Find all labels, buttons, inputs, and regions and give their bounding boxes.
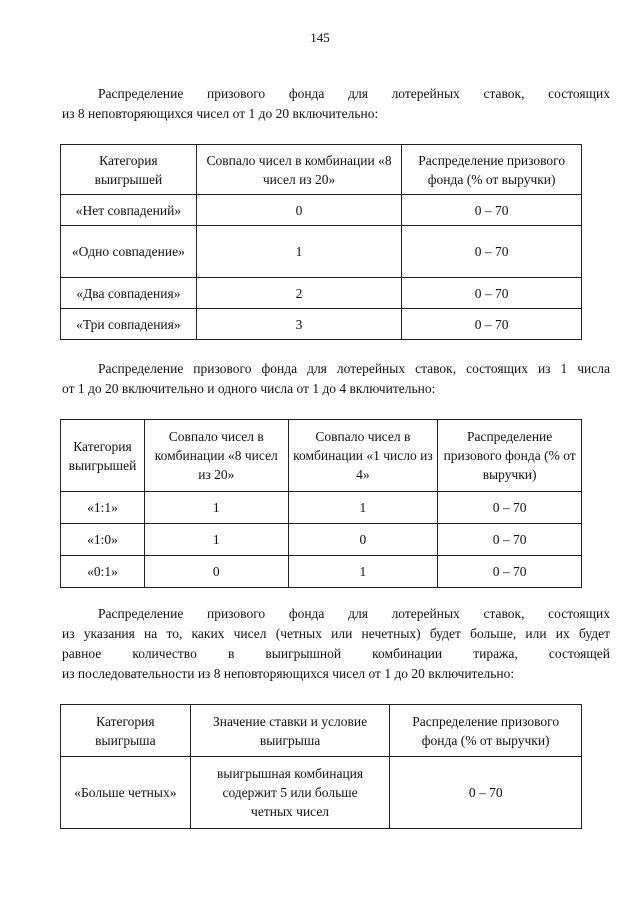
header-cell: Совпало чисел в комбинации «8 чисел из 20» [144,420,288,492]
table-2 [60,419,582,588]
header-cell: Совпало чисел в комбинации «8 чисел из 20» [196,145,402,195]
table-header-row [61,705,582,757]
table-cell: 0 – 70 [402,195,582,226]
table-cell: 1 [196,226,402,278]
header-cell: Категория выигрыша [61,705,191,757]
intro-line: из 8 неповторяющихся чисел от 1 до 20 включительно: [62,106,379,121]
header-cell: Совпало чисел в комбинации «1 число из 4» [288,420,438,492]
header-cell: Значение ставки и условие выигрыша [190,705,390,757]
table-cell: 0 – 70 [402,226,582,278]
table-cell: 2 [196,278,402,309]
table-row [61,195,582,226]
table-cell: выигрышная комбинация содержит 5 или больше четных чисел [190,757,390,829]
header-cell: Распределение призового фонда (% от выручки) [390,705,582,757]
table-cell: 0 – 70 [402,309,582,340]
section-2-intro [62,359,610,399]
table-cell: 0 – 70 [390,757,582,829]
table-cell: 1 [144,524,288,556]
table-cell: «Одно совпадение» [61,226,197,278]
table-cell: «Три совпадения» [61,309,197,340]
table-cell: 0 – 70 [438,524,582,556]
table-cell: «0:1» [61,556,145,588]
table-3 [60,704,582,829]
table-row [61,556,582,588]
intro-line: Распределение призового фонда для лотерейных ставок, состоящих из 1 числа [98,361,610,376]
intro-line: из последовательности из 8 неповторяющихся чисел от 1 до 20 включительно: [62,666,515,681]
table-1 [60,144,582,340]
table-row [61,226,582,278]
table-cell: 0 [196,195,402,226]
intro-line: из указания на то, каких чисел (четных или нечетных) будет больше, или их будет [62,626,610,641]
page-number: 145 [310,30,330,45]
section-3-intro [62,604,610,684]
table-cell: 3 [196,309,402,340]
table-cell: 0 – 70 [438,556,582,588]
table-cell: 0 – 70 [402,278,582,309]
table-cell: «Два совпадения» [61,278,197,309]
intro-line: Распределение призового фонда для лотерейных ставок, состоящих [98,606,610,621]
table-cell: 0 [288,524,438,556]
header-cell: Категория выигрышей [61,420,145,492]
table-cell: «1:0» [61,524,145,556]
table-cell: 0 [144,556,288,588]
section-1-intro [62,84,610,124]
table-cell: 1 [288,556,438,588]
table-cell: «Нет совпадений» [61,195,197,226]
table-row [61,309,582,340]
header-cell: Распределение призового фонда (% от выручки) [402,145,582,195]
table-cell: «Больше четных» [61,757,191,829]
table-cell: 1 [144,492,288,524]
table-header-row [61,145,582,195]
table-row [61,524,582,556]
table-row [61,278,582,309]
table-row [61,757,582,829]
table-cell: 0 – 70 [438,492,582,524]
header-cell: Распределение призового фонда (% от выручки) [438,420,582,492]
intro-line: равное количество в выигрышной комбинации тиража, состоящей [62,646,610,661]
intro-line: от 1 до 20 включительно и одного числа от 1 до 4 включительно: [62,381,436,396]
table-header-row [61,420,582,492]
table-row [61,492,582,524]
table-cell: 1 [288,492,438,524]
header-cell: Категория выигрышей [61,145,197,195]
table-cell: «1:1» [61,492,145,524]
intro-line: Распределение призового фонда для лотерейных ставок, состоящих [98,86,610,101]
